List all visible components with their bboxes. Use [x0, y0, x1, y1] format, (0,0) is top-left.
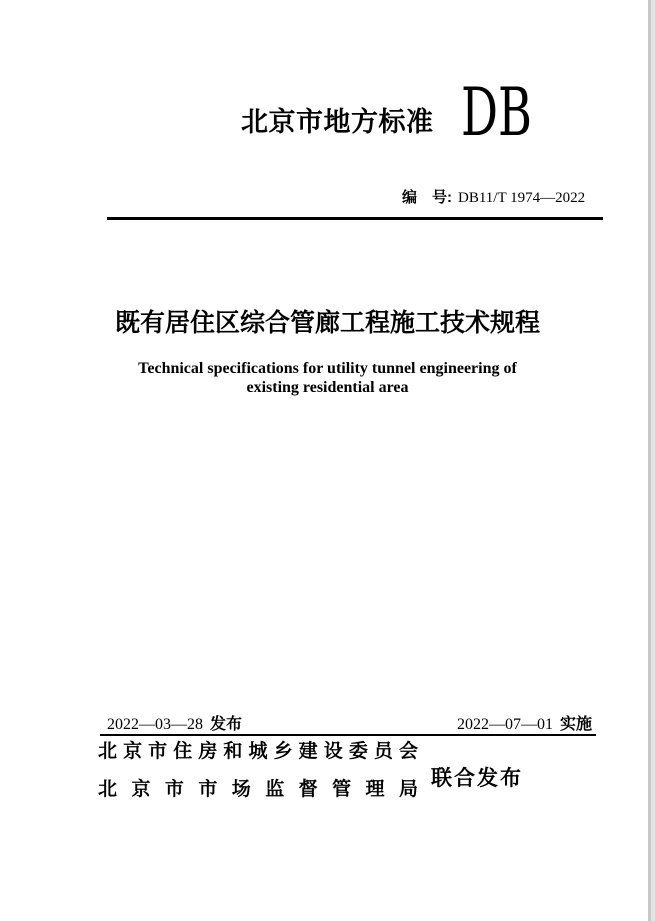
- implementation-date: 2022—07—01: [456, 716, 553, 733]
- issuing-authorities: [98, 742, 418, 800]
- standard-title-english: [0, 359, 655, 397]
- scan-edge-shadow: [651, 0, 655, 921]
- implementation-date-label: 实施: [559, 716, 592, 733]
- standard-category-title: 北京市地方标准: [241, 107, 434, 137]
- standard-title-english-line1: Technical specifications for utility tunnel engineering of: [138, 360, 517, 377]
- document-number-value: DB11/T 1974—2022: [458, 190, 586, 206]
- issue-date-label: 发布: [210, 716, 243, 733]
- issuer-housing-commission: 北 京 市 住 房 和 城 乡 建 设 委 员 会: [98, 741, 418, 762]
- joint-release-label: 联合发布: [431, 767, 523, 790]
- standard-title-chinese: 既有居住区综合管廊工程施工技术规程: [114, 309, 540, 337]
- footer-divider-rule: [100, 734, 596, 736]
- issue-date-pair: [107, 711, 242, 734]
- document-number-row: [402, 186, 585, 207]
- dates-row: [107, 711, 592, 734]
- issue-date: 2022—03—28: [107, 716, 203, 733]
- header-divider-rule: [107, 217, 603, 220]
- issuer-market-regulation-bureau: 北 京 市 市 场 监 督 管 理 局: [98, 779, 418, 800]
- db-standard-logo: DB: [461, 74, 532, 151]
- implementation-date-pair: [457, 711, 592, 734]
- standard-title-english-line2: existing residential area: [246, 379, 409, 396]
- document-number-label: 编 号:: [402, 189, 452, 206]
